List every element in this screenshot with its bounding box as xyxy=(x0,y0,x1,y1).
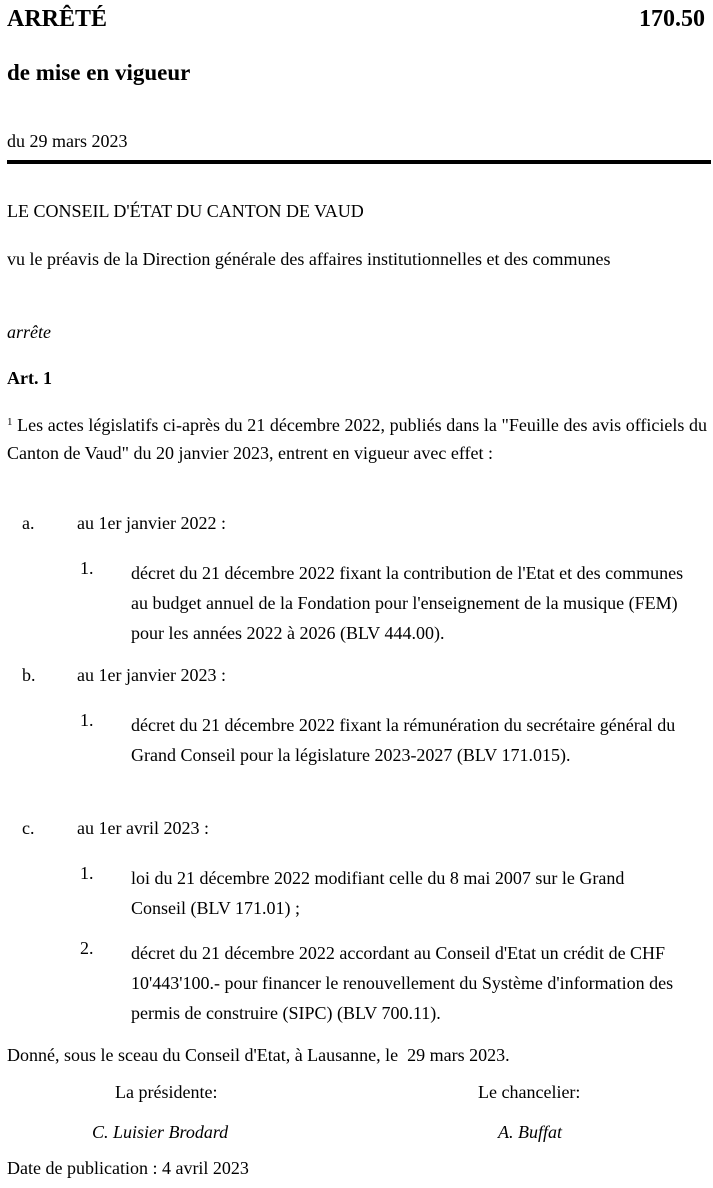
item-text: décret du 21 décembre 2022 fixant la rémunération du secrétaire général du Grand Conseil pour la législature 2023-2027 (BLV 171.015). xyxy=(131,715,676,765)
document-date: du 29 mars 2023 xyxy=(7,131,128,151)
article-title: Art. 1 xyxy=(7,368,52,388)
item-text: loi du 21 décembre 2022 modifiant celle du 8 mai 2007 sur le Grand Conseil (BLV 171.01) ; xyxy=(131,868,625,918)
publication-date: Date de publication : 4 avril 2023 xyxy=(7,1158,249,1178)
section-letter: b. xyxy=(22,665,36,685)
item-number: 1. xyxy=(80,710,94,730)
paragraph-number: 1 xyxy=(7,416,13,428)
section-letter: a. xyxy=(22,513,35,533)
decision-word: arrête xyxy=(7,322,51,342)
document-subtitle: de mise en vigueur xyxy=(7,60,191,85)
authority: LE CONSEIL D'ÉTAT DU CANTON DE VAUD xyxy=(7,201,364,221)
preamble: vu le préavis de la Direction générale des affaires institutionnelles et des communes xyxy=(7,249,611,269)
section-heading: au 1er janvier 2022 : xyxy=(77,513,226,533)
signature-role-president: La présidente: xyxy=(115,1082,218,1102)
signature-name-chancellor: A. Buffat xyxy=(498,1122,562,1142)
document-number: 170.50 xyxy=(639,6,705,32)
header-rule xyxy=(7,160,711,164)
item-number: 1. xyxy=(80,558,94,578)
paragraph-text: Les actes législatifs ci-après du 21 décembre 2022, publiés dans la "Feuille des avis officiels du Canton de Vaud" du 20 janvier 2023, entrent en vigueur avec effet : xyxy=(7,415,707,463)
item-number: 1. xyxy=(80,863,94,883)
section-letter: c. xyxy=(22,818,35,838)
item-text: décret du 21 décembre 2022 accordant au Conseil d'Etat un crédit de CHF 10'443'100.- pour financer le renouvellement du Système d'information des permis de construire (SIPC) (BLV 700.11). xyxy=(131,943,674,1023)
signature-role-chancellor: Le chancelier: xyxy=(478,1082,581,1102)
article-paragraph xyxy=(7,411,707,467)
item-text: décret du 21 décembre 2022 fixant la contribution de l'Etat et des communes au budget annuel de la Fondation pour l'enseignement de la musique (FEM) pour les années 2022 à 2026 (BLV 444.00). xyxy=(131,563,684,643)
section-heading: au 1er janvier 2023 : xyxy=(77,665,226,685)
section-heading: au 1er avril 2023 : xyxy=(77,818,209,838)
closing-formula: Donné, sous le sceau du Conseil d'Etat, à Lausanne, le 29 mars 2023. xyxy=(7,1045,510,1065)
document-title: ARRÊTÉ xyxy=(7,6,108,32)
signature-name-president: C. Luisier Brodard xyxy=(92,1122,229,1142)
item-number: 2. xyxy=(80,938,94,958)
